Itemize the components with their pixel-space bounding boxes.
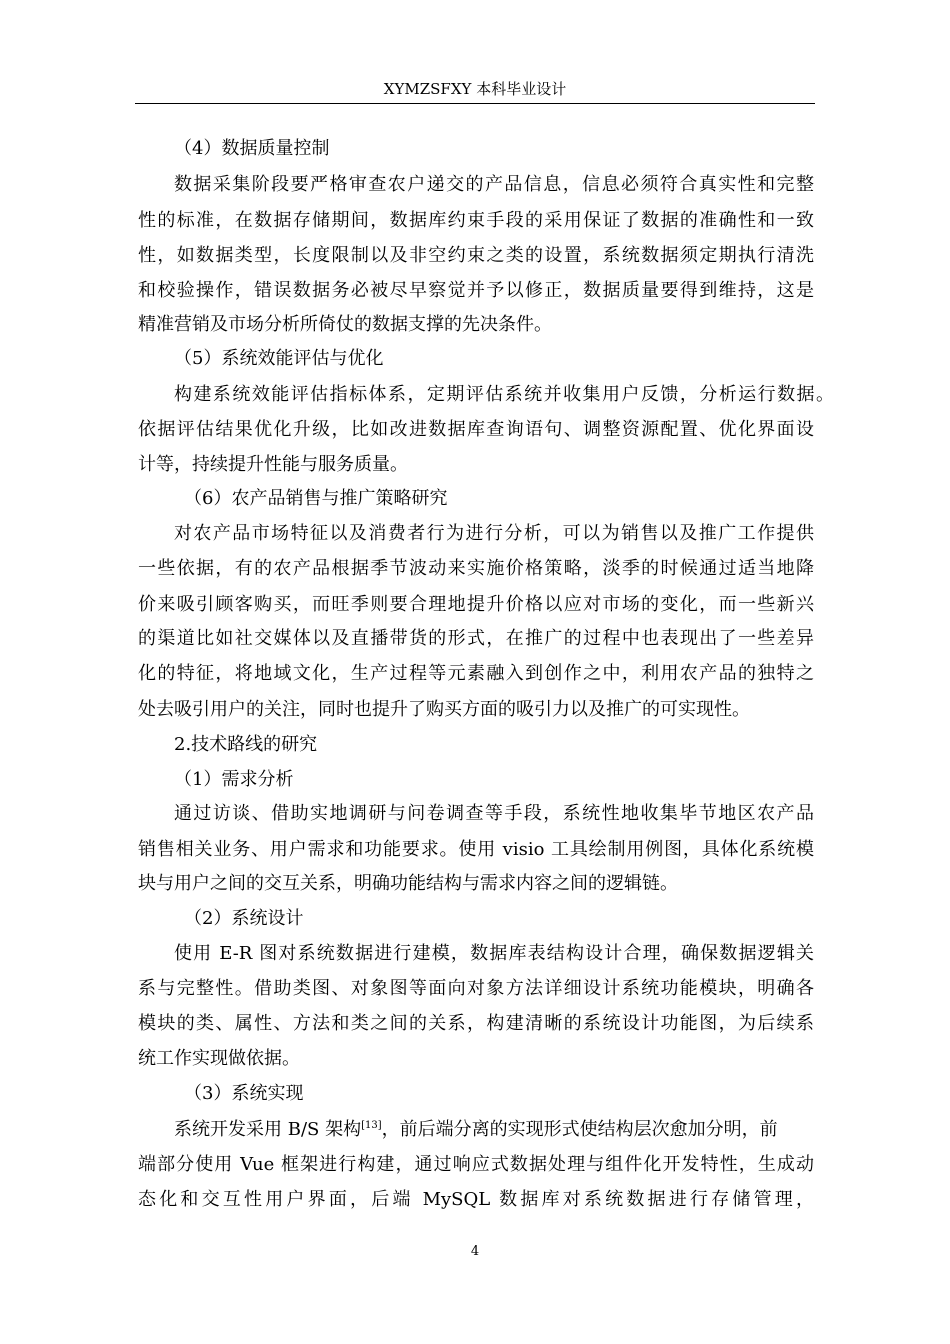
citation-ref: [13]	[361, 1120, 382, 1131]
paragraph-line: 销售相关业务、用户需求和功能要求。使用 visio 工具绘制用例图，具体化系统模	[138, 839, 814, 860]
heading-system-implementation: （3）系统实现	[184, 1083, 304, 1104]
page-number: 4	[470, 1244, 480, 1259]
heading-requirements: （1）需求分析	[174, 769, 294, 790]
paragraph-line: 精准营销及市场分析所倚仗的数据支撑的先决条件。	[138, 314, 552, 335]
paragraph-line: 性，如数据类型，长度限制以及非空约束之类的设置，系统数据须定期执行清洗	[138, 245, 814, 266]
paragraph-line: 计等，持续提升性能与服务质量。	[138, 454, 408, 475]
paragraph-line: 价来吸引顾客购买，而旺季则要合理地提升价格以应对市场的变化，而一些新兴	[138, 594, 814, 615]
header-rule	[135, 103, 815, 104]
paragraph-line: 系与完整性。借助类图、对象图等面向对象方法详细设计系统功能模块，明确各	[138, 978, 814, 999]
paragraph-line: 构建系统效能评估指标体系，定期评估系统并收集用户反馈，分析运行数据。	[174, 384, 834, 405]
heading-tech-route: 2.技术路线的研究	[174, 734, 318, 755]
heading-data-quality: （4）数据质量控制	[174, 138, 330, 159]
paragraph-line: 模块的类、属性、方法和类之间的关系，构建清晰的系统设计功能图，为后续系	[138, 1013, 814, 1034]
paragraph-line: 处去吸引用户的关注，同时也提升了购买方面的吸引力以及推广的可实现性。	[138, 699, 750, 720]
paragraph-line: 通过访谈、借助实地调研与问卷调查等手段，系统性地收集毕节地区农产品	[174, 803, 814, 824]
heading-efficiency: （5）系统效能评估与优化	[174, 348, 384, 369]
paragraph-line: 化的特征，将地域文化，生产过程等元素融入到创作之中，利用农产品的独特之	[138, 663, 814, 684]
paragraph-line: 统工作实现做依据。	[138, 1048, 300, 1069]
heading-sales-strategy: （6）农产品销售与推广策略研究	[184, 488, 448, 509]
paragraph-line: 数据采集阶段要严格审查农户递交的产品信息，信息必须符合真实性和完整	[174, 174, 814, 195]
paragraph-line: 端部分使用 Vue 框架进行构建，通过响应式数据处理与组件化开发特性，生成动	[138, 1154, 814, 1175]
line-part: 系统开发采用 B/S 架构	[174, 1119, 362, 1140]
page-header-title: XYMZSFXY 本科毕业设计	[383, 80, 567, 98]
paragraph-line: 一些依据，有的农产品根据季节波动来实施价格策略，淡季的时候通过适当地降	[138, 558, 814, 579]
paragraph-line: 性的标准，在数据存储期间，数据库约束手段的采用保证了数据的准确性和一致	[138, 210, 814, 231]
paragraph-line-with-citation	[174, 1118, 814, 1142]
heading-system-design: （2）系统设计	[184, 908, 304, 929]
paragraph-line: 依据评估结果优化升级，比如改进数据库查询语句、调整资源配置、优化界面设	[138, 419, 814, 440]
paragraph-line: 和校验操作，错误数据务必被尽早察觉并予以修正，数据质量要得到维持，这是	[138, 280, 814, 301]
paragraph-line: 使用 E-R 图对系统数据进行建模，数据库表结构设计合理，确保数据逻辑关	[174, 943, 814, 964]
line-part: ，前后端分离的实现形式使结构层次愈加分明，前	[381, 1119, 778, 1140]
paragraph-line: 态化和交互性用户界面，后端 MySQL 数据库对系统数据进行存储管理，	[138, 1189, 814, 1210]
paragraph-line: 块与用户之间的交互关系，明确功能结构与需求内容之间的逻辑链。	[138, 873, 678, 894]
paragraph-line: 的渠道比如社交媒体以及直播带货的形式，在推广的过程中也表现出了一些差异	[138, 628, 814, 649]
paragraph-line: 对农产品市场特征以及消费者行为进行分析，可以为销售以及推广工作提供	[174, 523, 814, 544]
